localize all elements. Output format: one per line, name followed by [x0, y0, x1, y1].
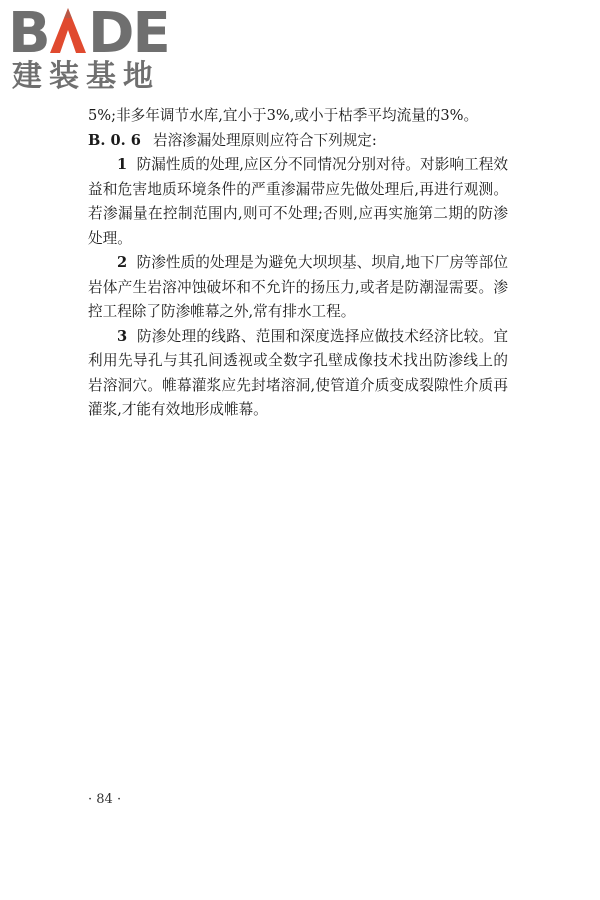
item-number: 2 [117, 254, 128, 271]
list-item [88, 325, 508, 423]
page-number: · 84 · [88, 792, 122, 807]
logo-subtitle: 建装基地 [12, 59, 160, 94]
item-number: 3 [117, 327, 128, 345]
item-text: 防渗处理的线路、范围和深度选择应做技术经济比较。宜利用先导孔与其孔间透视或全数字孔壁成像技术找出防渗线上的岩溶洞穴。帷幕灌浆应先封堵溶洞,使管道介质变成裂隙性介质再灌浆,才能有效地形成帷幕。 [88, 327, 508, 418]
bade-logo-mark [8, 4, 173, 58]
svg-text:DE: DE [88, 4, 169, 58]
clause-heading [88, 129, 508, 154]
clause-text: 岩溶渗漏处理原则应符合下列规定: [152, 131, 377, 149]
list-item [88, 251, 508, 325]
clause-number: B. 0. 6 [88, 131, 141, 149]
bade-logo [8, 4, 178, 96]
item-number: 1 [117, 156, 128, 173]
document-body [88, 104, 508, 423]
list-item [88, 153, 508, 251]
svg-text:B: B [8, 4, 49, 58]
item-text: 防漏性质的处理,应区分不同情况分别对待。对影响工程效益和危害地质环境条件的严重渗漏带应先做处理后,再进行观测。若渗漏量在控制范围内,则可不处理;否则,应再实施第二期的防渗处理。 [88, 156, 508, 247]
item-text: 防渗性质的处理是为避免大坝坝基、坝肩,地下厂房等部位岩体产生岩溶冲蚀破坏和不允许的扬压力,或者是防潮湿需要。渗控工程除了防渗帷幕之外,常有排水工程。 [88, 254, 508, 320]
continuation-line: 5%;非多年调节水库,宜小于3%,或小于枯季平均流量的3%。 [88, 107, 479, 124]
